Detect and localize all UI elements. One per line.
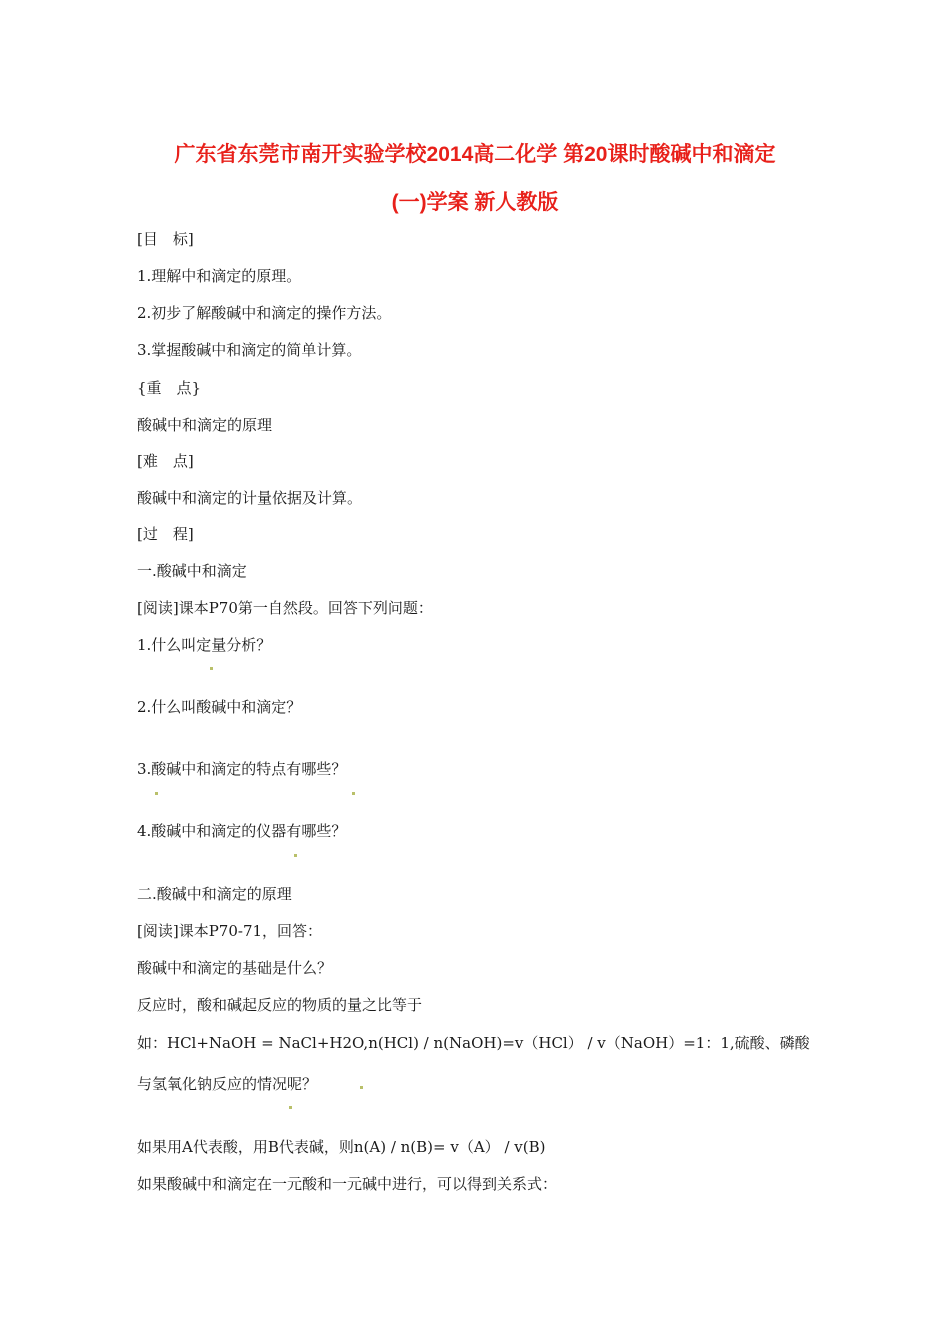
scan-speck [289,1106,292,1109]
example-followup: 与氢氧化钠反应的情况呢？ [137,1075,318,1093]
objective-1: 1.理解中和滴定的原理。 [137,267,302,285]
section-process-heading: [过 程] [137,525,194,543]
reading-instruction-2: [阅读]课本P70-71，回答： [137,922,323,940]
question-4: 4.酸碱中和滴定的仪器有哪些？ [137,822,347,840]
title-line-1: 广东省东莞市南开实验学校2014高二化学 第20课时酸碱中和滴定 [174,143,776,166]
example-equation: 如：HCl+NaOH = NaCl+H2O,n(HCl) / n(NaOH)=v（HCl） / v（NaOH）=1：1,硫酸、磷酸 [137,1034,810,1052]
section-key-points-heading: {重 点} [137,379,202,397]
difficulty-text: 酸碱中和滴定的计量依据及计算。 [137,489,363,507]
key-point-text: 酸碱中和滴定的原理 [137,416,273,434]
scan-speck [360,1086,363,1089]
section-objectives-heading: [目 标] [137,230,194,248]
reading-instruction-1: [阅读]课本P70第一自然段。回答下列问题： [137,599,433,617]
scan-speck [155,792,158,795]
objective-2: 2.初步了解酸碱中和滴定的操作方法。 [137,304,392,322]
monoprotic-relation: 如果酸碱中和滴定在一元酸和一元碱中进行，可以得到关系式： [137,1175,558,1193]
question-2: 2.什么叫酸碱中和滴定？ [137,698,302,716]
ratio-formula: 如果用A代表酸，用B代表碱，则n(A) / n(B)= v（A） / v(B) [137,1138,546,1156]
ratio-statement: 反应时，酸和碱起反应的物质的量之比等于 [137,996,423,1014]
basis-question: 酸碱中和滴定的基础是什么？ [137,959,333,977]
scan-speck [210,667,213,670]
title-line-2: (一)学案 新人教版 [391,191,559,214]
scan-speck [294,854,297,857]
objective-3: 3.掌握酸碱中和滴定的简单计算。 [137,341,362,359]
question-1: 1.什么叫定量分析？ [137,636,272,654]
part-1-heading: 一.酸碱中和滴定 [137,562,247,580]
part-2-heading: 二.酸碱中和滴定的原理 [137,885,292,903]
question-3: 3.酸碱中和滴定的特点有哪些？ [137,760,347,778]
section-difficulties-heading: [难 点] [137,452,194,470]
scan-speck [352,792,355,795]
